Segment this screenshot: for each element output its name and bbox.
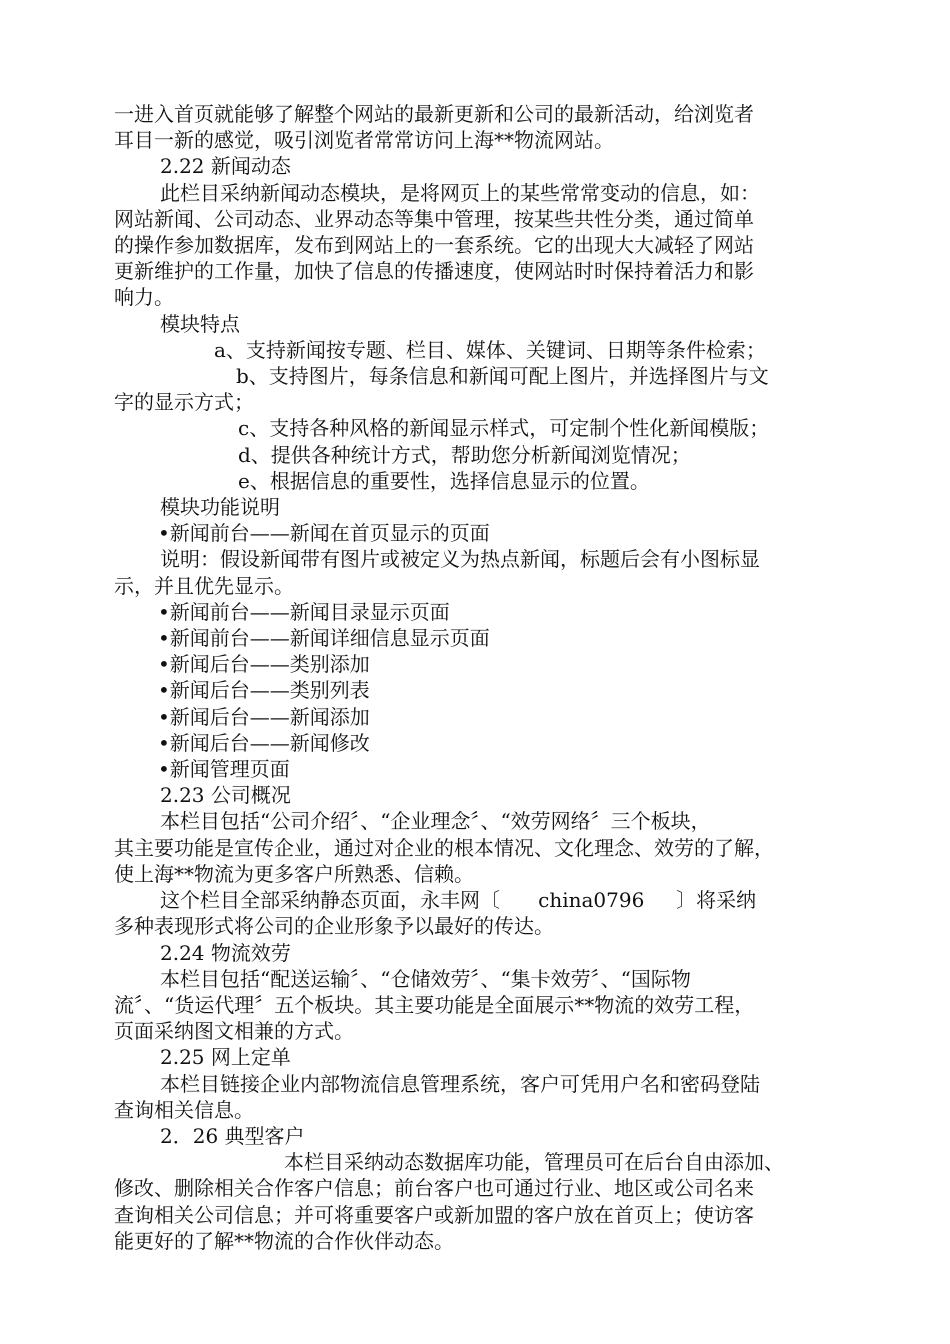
text-line: •新闻后台——新闻修改	[158, 730, 370, 755]
text-line: 其主要功能是宣传企业，通过对企业的根本情况、文化理念、效劳的了解，	[114, 835, 774, 860]
text-line: 使上海**物流为更多客户所熟悉、信赖。	[114, 861, 474, 886]
text-line: 的操作参加数据库，发布到网站上的一套系统。它的出现大大减轻了网站	[114, 233, 754, 258]
text-line: 模块特点	[160, 311, 240, 336]
text-line: 本栏目包括“公司介绍〞、“企业理念〞、“效劳网络〞三个板块，	[160, 809, 711, 834]
text-line: 这个栏目全部采纳静态页面，永丰网〔 china0796 〕将采纳	[160, 888, 757, 913]
text-line: 2.24 物流效劳	[160, 940, 291, 965]
text-line: 修改、删除相关合作客户信息；前台客户也可通过行业、地区或公司名来	[114, 1176, 754, 1201]
text-line: 本栏目采纳动态数据库功能，管理员可在后台自由添加、	[284, 1150, 784, 1175]
text-line: 此栏目采纳新闻动态模块，是将网页上的某些常常变动的信息，如：	[160, 180, 760, 205]
text-line: 示，并且优先显示。	[114, 573, 294, 598]
text-line: 本栏目链接企业内部物流信息管理系统，客户可凭用户名和密码登陆	[160, 1071, 760, 1096]
text-line: 模块功能说明	[160, 495, 280, 520]
text-line: •新闻前台——新闻目录显示页面	[158, 599, 450, 624]
text-line: c、支持各种风格的新闻显示样式，可定制个性化新闻模版；	[238, 416, 770, 441]
text-line: 一进入首页就能够了解整个网站的最新更新和公司的最新活动，给浏览者	[114, 102, 754, 126]
text-line: •新闻前台——新闻在首页显示的页面	[158, 521, 490, 546]
text-line: 更新维护的工作量，加快了信息的传播速度，使网站时时保持着活力和影	[114, 259, 754, 284]
text-line: •新闻后台——类别添加	[158, 652, 370, 677]
text-line: 字的显示方式；	[114, 390, 254, 415]
text-line: 网站新闻、公司动态、业界动态等集中管理，按某些共性分类，通过简单	[114, 206, 754, 231]
text-line: 能更好的了解**物流的合作伙伴动态。	[114, 1228, 454, 1253]
text-line: 2．26 典型客户	[160, 1123, 305, 1148]
text-line: 2.25 网上定单	[160, 1045, 291, 1070]
text-line: 本栏目包括“配送运输〞、“仓储效劳〞、“集卡效劳〞、“国际物	[160, 966, 691, 991]
text-line: 查询相关公司信息；并可将重要客户或新加盟的客户放在首页上；使访客	[114, 1202, 754, 1227]
text-line: b、支持图片，每条信息和新闻可配上图片，并选择图片与文	[236, 364, 769, 389]
text-line: 页面采纳图文相兼的方式。	[114, 1019, 354, 1044]
text-line: 说明：假设新闻带有图片或被定义为热点新闻，标题后会有小图标显	[160, 547, 760, 572]
text-line: •新闻后台——新闻添加	[158, 704, 370, 729]
text-line: 多种表现形式将公司的企业形象予以最好的传达。	[114, 914, 554, 939]
text-line: 查询相关信息。	[114, 1097, 254, 1122]
text-line: a、支持新闻按专题、栏目、媒体、关键词、日期等条件检索；	[214, 337, 766, 362]
document-body	[114, 101, 842, 1254]
text-line: •新闻后台——类别列表	[158, 678, 370, 703]
text-line: d、提供各种统计方式，帮助您分析新闻浏览情况；	[238, 442, 691, 467]
text-line: 2.22 新闻动态	[160, 154, 291, 179]
text-line: 2.23 公司概况	[160, 783, 291, 808]
text-line: 流〞、“货运代理〞五个板块。其主要功能是全面展示**物流的效劳工程，	[114, 992, 755, 1017]
text-line: •新闻管理页面	[158, 757, 290, 782]
text-line: e、根据信息的重要性，选择信息显示的位置。	[238, 468, 650, 493]
text-line: •新闻前台——新闻详细信息显示页面	[158, 626, 490, 651]
text-line: 耳目一新的感觉，吸引浏览者常常访问上海**物流网站。	[114, 128, 614, 153]
text-line: 响力。	[114, 285, 174, 310]
